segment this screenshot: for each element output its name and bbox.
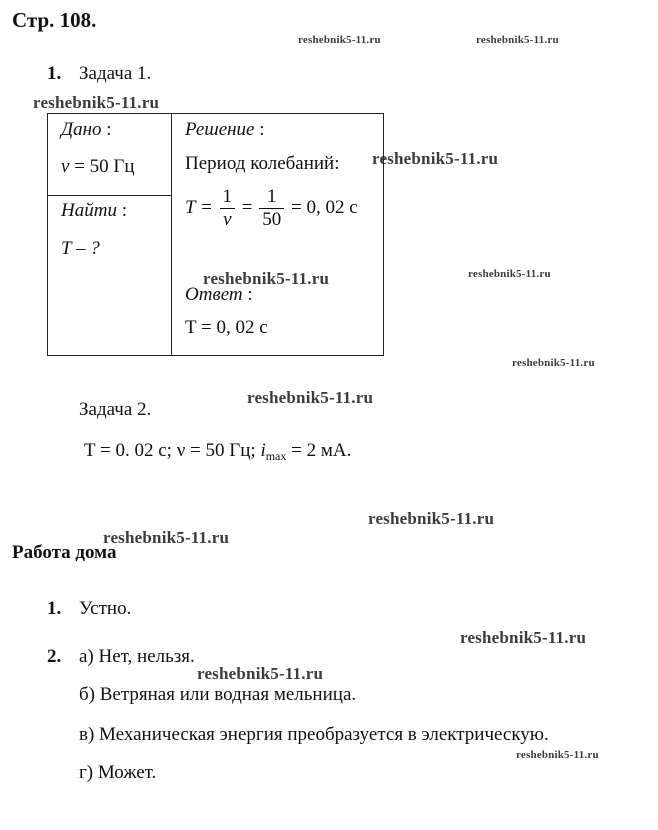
watermark: reshebnik5-11.ru — [368, 509, 495, 528]
watermark: reshebnik5-11.ru — [247, 388, 374, 407]
task1-table — [47, 113, 384, 356]
watermark: reshebnik5-11.ru — [476, 34, 559, 46]
given-label: Дано : — [61, 119, 112, 140]
given-cell — [48, 114, 172, 196]
task2-title: Задача 2. — [79, 399, 152, 420]
fraction: $\frac{1}{50}$ — [259, 186, 284, 231]
item-number: 2. — [47, 646, 62, 667]
homework-item-text: Устно. — [79, 598, 132, 619]
find-value: T – ? — [61, 238, 100, 259]
watermark: reshebnik5-11.ru — [516, 749, 599, 761]
watermark: reshebnik5-11.ru — [298, 34, 381, 46]
period-formula: T = $\frac{1}{\nu}$ = $\frac{1}{50}$ = 0, 02 с — [185, 186, 358, 230]
homework-line: а) Нет, нельзя. — [79, 646, 195, 667]
answer-label: Ответ : — [185, 284, 253, 305]
task2-expression: T = 0. 02 с; ν = 50 Гц; $i_{max} = 2$ мА. — [84, 440, 352, 463]
homework-line: г) Может. — [79, 762, 157, 783]
item-number: 1. — [47, 63, 62, 84]
page-title: Стр. 108. — [12, 8, 97, 32]
given-value: ν = 50 Гц — [61, 156, 135, 177]
solution-label: Решение : — [185, 119, 265, 140]
watermark: reshebnik5-11.ru — [103, 528, 230, 547]
watermark: reshebnik5-11.ru — [197, 664, 324, 683]
solution-cell — [172, 114, 384, 356]
task1-title: Задача 1. — [79, 63, 152, 84]
period-text: Период колебаний: — [185, 153, 340, 174]
watermark: reshebnik5-11.ru — [468, 268, 551, 280]
homework-line: в) Механическая энергия преобразуется в электрическую. — [79, 724, 549, 745]
watermark: reshebnik5-11.ru — [512, 357, 595, 369]
homework-title: Работа дома — [12, 542, 117, 563]
watermark: reshebnik5-11.ru — [460, 628, 587, 647]
watermark: reshebnik5-11.ru — [203, 269, 330, 288]
find-label: Найти : — [61, 200, 127, 221]
find-cell — [48, 196, 172, 356]
answer-value: T = 0, 02 с — [185, 317, 268, 338]
fraction: $\frac{1}{\nu}$ — [220, 186, 236, 231]
homework-line: б) Ветряная или водная мельница. — [79, 684, 357, 705]
watermark: reshebnik5-11.ru — [372, 149, 499, 168]
watermark: reshebnik5-11.ru — [33, 93, 160, 112]
item-number: 1. — [47, 598, 62, 619]
